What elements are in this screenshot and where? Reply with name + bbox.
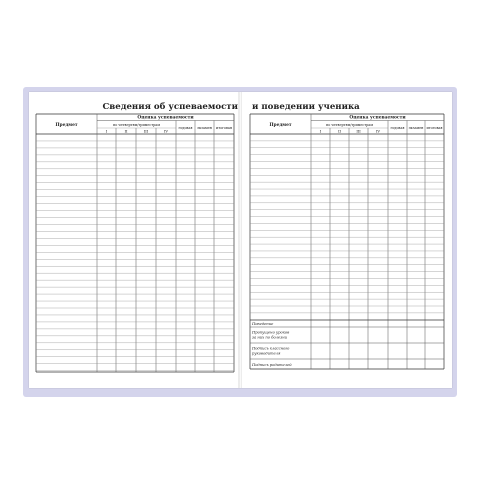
left-final-header: итоговая (215, 125, 233, 130)
title-left: Сведения об успеваемости (102, 102, 238, 112)
left-quarter-2: II (124, 129, 128, 134)
right-table-rows (250, 141, 444, 313)
right-annual-header: годовая (390, 125, 405, 130)
right-quarter-3: III (356, 129, 361, 134)
left-annual-header: годовая (178, 125, 193, 130)
right-final-header: итоговая (426, 125, 443, 130)
teacher-signature-label-line2: руководителя (252, 351, 281, 356)
teacher-signature-label-line1: Подпись классного (252, 346, 290, 351)
left-grades-header: Оценка успеваемости (137, 115, 194, 121)
left-subject-header: Предмет (55, 123, 78, 128)
right-subject-header: Предмет (269, 123, 292, 128)
left-quarter-3: III (143, 129, 149, 134)
right-quarter-1: I (319, 129, 322, 134)
right-exam-header: экзамен (408, 125, 424, 130)
left-quarter-4: IV (163, 129, 169, 134)
left-quarter-header: по четвертям/триместрам (113, 123, 160, 127)
behavior-label: Поведение (252, 322, 274, 326)
parents-signature-label: Подпись родителей (252, 363, 292, 367)
right-quarter-2: II (338, 129, 341, 134)
title-right: и поведении ученика (252, 102, 360, 112)
missed-lessons-label-line2: за них по болезни (252, 335, 288, 340)
missed-lessons-label-line1: Пропущено уроков (252, 330, 290, 335)
right-quarter-header: по четвертям/триместрам (326, 123, 373, 127)
right-grades-header: Оценка успеваемости (349, 115, 406, 121)
right-quarter-4: IV (375, 129, 381, 134)
left-quarter-1: I (105, 129, 108, 134)
left-exam-header: экзамен (197, 125, 212, 130)
